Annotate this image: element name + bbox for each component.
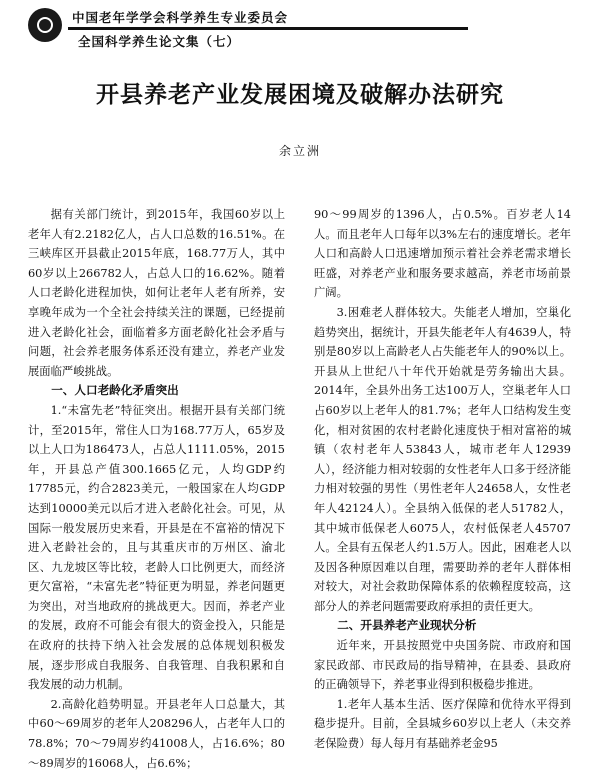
paragraph-recent-years: 近年来，开县按照党中央国务院、市政府和国家民政部、市民政局的指导精神，在县委、县政府的正确领导下，养老事业得到积极稳步推进。 — [314, 639, 571, 692]
paragraph-continued: 90～99周岁的1396人，占0.5%。百岁老人14人。而且老年人口每年以3%左右的速度增长。老年人口和高龄人口迅速增加预示着社会养老需求增长旺盛，对养老产业和服务要求越高，养老市场前景广阔。 — [314, 208, 571, 300]
organization-seal-icon — [28, 8, 62, 42]
right-column — [314, 205, 571, 754]
article-author: 余立洲 — [278, 144, 321, 158]
running-header — [28, 6, 468, 56]
paragraph-intro: 据有关部门统计，到2015年，我国60岁以上老年人有2.2182亿人，占人口总数的16.51%。在三峡库区开县截止2015年底，168.77万人，其中60岁以上266782人，占总人口的16.62%。随着人口老龄化进程加快，如何让老年人老有所养，安享晚年成为一个全社会持续关注的课题，已经提前进入老龄化社会，面临着多方面老龄化社会矛盾与问题，社会养老服务体系还没有建立，养老产业发展面临严峻挑战。 — [28, 208, 285, 378]
paragraph-difficult-elderly: 3.困难老人群体较大。失能老人增加，空巢化趋势突出，据统计，开县失能老年人有4639人，特别是80岁以上高龄老人占失能老年人的90%以上。开县从上世纪八十年代开始就是劳务输出大县。2014年，全县外出务工达100万人，空巢老年人口占60岁以上老年人的81.7%；老年人口结构发生变化，相对贫困的农村老龄化速度快于相对富裕的城镇（农村老年人53843人，城市老年人12939人），经济能力相对较弱的女性老年人口多于经济能力相对较强的男性（男性老年人24658人，女性老年人42124人）。全县纳入低保的老人51782人，其中城市低保老人6075人，农村低保老人45707人。全县有五保老人约1.5万人。因此，困难老人以及因各种原因难以自理，需要助养的老年人群体相对较大，对社会救助保障体系的依赖程度较高，这部分人的养老问题需要政府承担的责任更大。 — [314, 305, 571, 613]
section-heading-1: 一、人口老龄化矛盾突出 — [51, 383, 179, 398]
header-series: 全国科学养生论文集（七） — [78, 34, 241, 49]
header-rule — [68, 27, 468, 30]
section-heading-2: 二、开县养老产业现状分析 — [337, 618, 477, 633]
paragraph-basic-living: 1.老年人基本生活、医疗保障和优待水平得到稳步提升。目前，全县城乡60岁以上老人（未交养老保险费）每人每月有基础养老金95 — [314, 697, 571, 751]
header-organization: 中国老年学学会科学养生专业委员会 — [72, 10, 289, 25]
paragraph-aging-trend: 2.高龄化趋势明显。开县老年人口总量大，其中60～69周岁的老年人208296人，占老年人口的78.8%；70～79周岁约41008人，占16.6%；80～89周岁的16068人，占6.6%； — [28, 697, 285, 770]
article-title: 开县养老产业发展困境及破解办法研究 — [96, 81, 504, 108]
left-column — [28, 205, 285, 773]
paragraph-not-rich-old: 1.“未富先老”特征突出。根据开县有关部门统计，至2015年，常住人口为168.77万人，65岁及以上人口为186473人，占总人1111.05%，2015年，开县总产值300.1665亿元，人均GDP约17785元，约合2823美元，一般国家在人均GDP达到10000美元以后才进入老龄化社会。可见，从国际一般发展历史来看，开县是在不富裕的情况下进入老龄社会的，且与其重庆市的万州区、渝北区、九龙坡区等比较，老龄人口比例更大，而经济更欠富裕，“未富先老”特征更为明显，养老问题更为突出，对当地政府的挑战更大。因而，养老产业的发展，政府不可能会有很大的资金投入，只能是在政府的扶持下纳入社会发展的总体规划积极发展，逐步形成自我服务、自我管理、自我积累和自我发展的动力机制。 — [28, 403, 285, 692]
